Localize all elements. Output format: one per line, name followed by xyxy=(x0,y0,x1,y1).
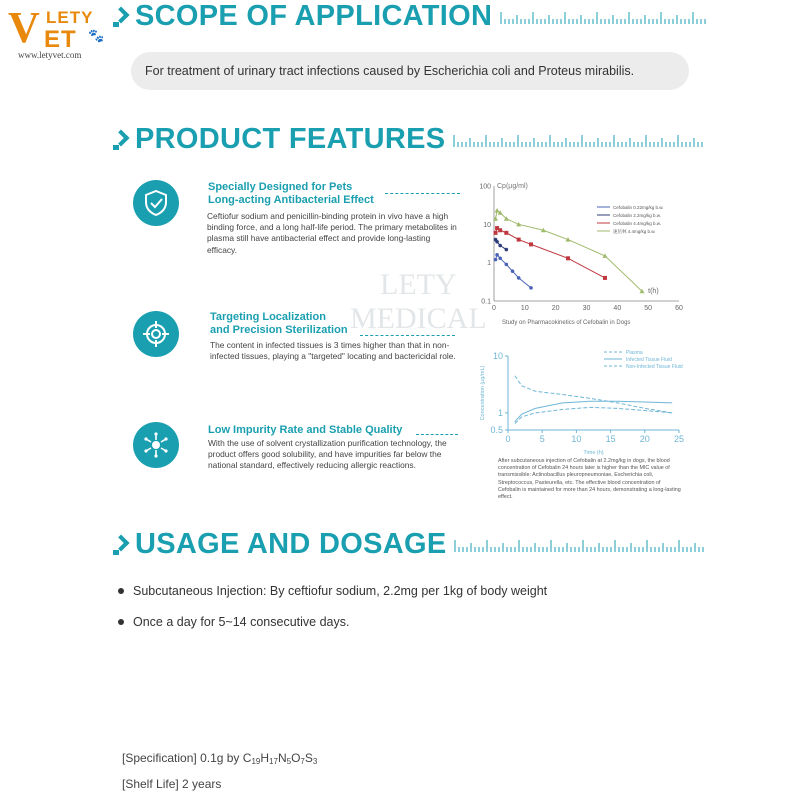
feature-title: Specially Designed for Pets Long-acting Antibacterial Effect xyxy=(208,181,374,206)
chemical-formula: $C_{19}H_{17}N_5O_7S_3$ xyxy=(242,751,318,766)
paw-icon: 🐾 xyxy=(88,28,105,43)
chart1-caption: Study on Pharmacokinetics of Cefobalin in Dogs xyxy=(502,320,631,326)
logo-lety: LETY xyxy=(46,8,94,27)
data-point xyxy=(504,231,508,235)
section-marker-icon xyxy=(113,534,129,556)
data-point xyxy=(566,256,570,260)
target-icon xyxy=(133,311,179,357)
feature-body: With the use of solvent crystallization purification technology, the product offers good solubility, and have impurities far below the national standard, effectively reducing allergic reactions. xyxy=(208,438,447,471)
legend-label: Cefobalin 2.2mg/kg b.w. xyxy=(613,213,662,218)
data-point xyxy=(495,240,499,244)
shelf-life: [Shelf Life] 2 years xyxy=(122,777,222,791)
y-tick-label: 0.1 xyxy=(481,298,491,306)
data-point xyxy=(498,228,502,232)
legend-label: Cefobalin 0.22mg/kg b.w. xyxy=(613,205,664,210)
data-point xyxy=(529,242,533,246)
data-point xyxy=(511,269,515,273)
pharmacokinetics-chart xyxy=(472,178,687,320)
bullet-dot xyxy=(118,588,124,594)
x-tick-label: 30 xyxy=(582,305,591,312)
feature-body: The content in infected tissues is 3 times higher than that in non-infected tissues, playing a "targeted" locating and bactericidal role. xyxy=(210,340,456,362)
x-tick-label: 40 xyxy=(613,305,622,312)
section-features-header xyxy=(113,123,705,156)
x-unit-label: t(h) xyxy=(648,288,659,296)
series-line xyxy=(515,401,672,421)
title-divider xyxy=(385,193,460,194)
data-point xyxy=(494,231,498,235)
data-point xyxy=(495,208,500,213)
data-point xyxy=(517,238,521,242)
x-tick-label: 60 xyxy=(675,305,683,312)
logo-letter-v: V xyxy=(8,3,40,52)
section-marker-icon xyxy=(113,129,129,151)
logo-url: www.letyvet.com xyxy=(18,50,82,60)
y-tick-label: 1 xyxy=(487,260,491,268)
section-title-usage: USAGE AND DOSAGE xyxy=(135,528,447,560)
data-point xyxy=(505,263,509,267)
y-tick-label: 10 xyxy=(483,221,491,229)
section-title-features: PRODUCT FEATURES xyxy=(135,123,446,155)
x-tick-label: 20 xyxy=(639,434,650,444)
legend-label: Non-Infected Tissue Fluid xyxy=(626,364,683,370)
data-point xyxy=(494,258,498,262)
legend-label: Cefobalin 4.4mg/kg b.w. xyxy=(613,221,662,226)
y-tick-label: 1 xyxy=(497,407,503,418)
data-point xyxy=(498,244,502,248)
series-line xyxy=(515,407,672,423)
crystal-icon xyxy=(133,422,179,468)
x-tick-label: 50 xyxy=(644,305,653,312)
y-tick-label: 0.5 xyxy=(490,425,503,435)
legend-label: Plasma xyxy=(626,350,643,356)
scope-text-box: For treatment of urinary tract infections caused by Escherichia coli and Proteus mirabilis. xyxy=(131,52,689,90)
data-point xyxy=(505,248,509,252)
x-tick-label: 20 xyxy=(551,305,560,312)
title-divider xyxy=(416,434,458,435)
y-tick-label: 10 xyxy=(492,351,503,361)
x-tick-label: 25 xyxy=(673,434,685,444)
chart2-caption: After subcutaneous injection of Cefobalin at 2.2mg/kg in dogs, the blood concentration of Cefobalin 24 hours later is higher than the MIC value of transmissible: Actinobacillus pleuropneumoniae, Escherichia coli, Streptococcus, Pasteurella, etc. The effective blood concentration of Cefobalin is maintained for more than 24 hours, demonstrating a long-lasting effect. xyxy=(498,458,681,501)
ruler-ticks-decoration xyxy=(453,133,705,147)
x-axis-label: Time (h) xyxy=(583,450,604,456)
feature-title: Low Impurity Rate and Stable Quality xyxy=(208,424,403,436)
data-point xyxy=(603,276,607,280)
usage-item: Once a day for 5~14 consecutive days. xyxy=(118,615,349,629)
feature-title: Targeting Localization and Precision Sterilization xyxy=(210,311,348,336)
x-tick-label: 0 xyxy=(492,305,496,312)
data-point xyxy=(517,276,521,280)
ruler-ticks-decoration xyxy=(454,538,706,552)
logo-et: ET xyxy=(44,26,77,53)
specification: [Specification] 0.1g by $C_{19}H_{17}N_5O_7S_3$ xyxy=(122,751,318,766)
section-scope-header xyxy=(113,0,710,33)
x-tick-label: 15 xyxy=(605,434,616,444)
section-title-scope: SCOPE OF APPLICATION xyxy=(135,0,493,32)
title-divider xyxy=(360,335,455,336)
section-marker-icon xyxy=(113,6,129,28)
x-tick-label: 10 xyxy=(520,305,529,312)
legend-label: Infected Tissue Fluid xyxy=(626,357,672,363)
ruler-ticks-decoration xyxy=(500,10,710,24)
bullet-dot xyxy=(118,619,124,625)
legend-label: 速倍林 4.4mg/kg b.w. xyxy=(613,229,656,234)
x-tick-label: 5 xyxy=(539,434,545,444)
data-point xyxy=(495,253,499,257)
x-tick-label: 0 xyxy=(505,434,511,444)
usage-item: Subcutaneous Injection: By ceftiofur sodium, 2.2mg per 1kg of body weight xyxy=(118,584,547,598)
data-point xyxy=(498,256,502,260)
brand-logo xyxy=(8,3,105,60)
feature-body: Ceftiofur sodium and penicillin-binding protein in vivo have a high binding force, and a long half-life period. The primary metabolites in plasma still have antibacterial effect and provide long-lasting efficacy. xyxy=(207,211,457,255)
x-tick-label: 10 xyxy=(571,434,582,444)
shield-check-icon xyxy=(133,180,179,226)
tissue-concentration-chart xyxy=(472,348,687,458)
y-tick-label: 100 xyxy=(479,183,491,191)
section-usage-header xyxy=(113,528,706,561)
y-axis-label: Concentration (µg/mL) xyxy=(480,365,486,421)
watermark: LETY MEDICAL xyxy=(350,268,487,335)
data-point xyxy=(529,286,533,290)
y-axis-label: Cp(µg/ml) xyxy=(497,183,528,190)
